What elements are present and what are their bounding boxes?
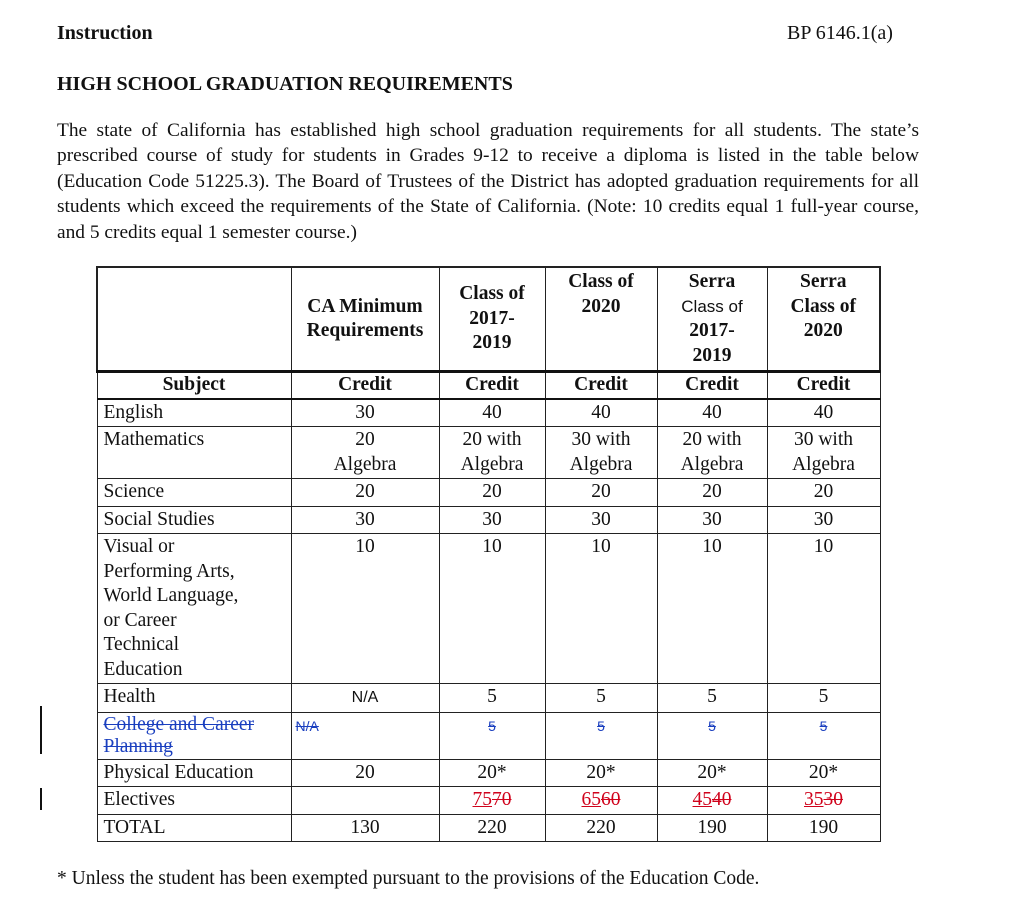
credit-cell: 30 (767, 506, 880, 534)
header-text: 2019 (692, 344, 732, 366)
header-ca-minimum (291, 267, 439, 372)
header-text: Serra (799, 271, 847, 292)
credit-cell (291, 712, 439, 759)
credit-cell: 10 (767, 534, 880, 684)
page-title: HIGH SCHOOL GRADUATION REQUIREMENTS (57, 73, 513, 95)
header-serra-2017-2019 (657, 267, 767, 372)
header-text: Class of (681, 296, 743, 316)
footnote: * Unless the student has been exempted pursuant to the provisions of the Education Code. (57, 868, 760, 889)
credit-cell (439, 712, 545, 759)
credit-cell (439, 427, 545, 479)
intro-text: The state of California has established high school graduation requirements for all students. The state’s prescribed course of study for students in Grades 9-12 to receive a diploma is listed in the table below (Education Code 51225.3). The Board of Trustees of the District has adopted graduation requirements for all students which exceed the requirements of the State of California. (Note: 10 credits equal 1 full-year course, and 5 credits equal 1 semester course.) (57, 120, 919, 243)
credit-cell (439, 787, 545, 815)
subject-cell (97, 534, 291, 684)
table-row-arts-language-cte (97, 534, 880, 684)
credit-cell-empty (291, 787, 439, 815)
subject-cell: Physical Education (97, 759, 291, 787)
deleted-subject-line: Planning (103, 735, 173, 757)
table-row-science (97, 479, 880, 507)
subject-line: or Career (103, 609, 177, 631)
credit-cell (291, 427, 439, 479)
subheader-credit: Credit (545, 372, 657, 399)
credit-cell (767, 787, 880, 815)
subject-cell: Science (97, 479, 291, 507)
credit-line: 30 with (793, 429, 854, 450)
deleted-value: 60 (601, 789, 621, 810)
credit-cell: 10 (657, 534, 767, 684)
intro-paragraph (57, 118, 919, 245)
credit-cell (657, 427, 767, 479)
credit-line: Algebra (333, 453, 397, 475)
credit-line: 20 (355, 429, 375, 450)
credit-cell: 40 (657, 399, 767, 427)
credit-cell: 220 (439, 814, 545, 842)
credit-cell: 30 (291, 399, 439, 427)
inserted-value: 45 (692, 789, 712, 810)
credit-cell: 30 (291, 506, 439, 534)
subheader-subject: Subject (97, 372, 291, 399)
credit-cell: 190 (767, 814, 880, 842)
credit-cell (545, 787, 657, 815)
deleted-value: 5 (597, 717, 605, 734)
table-row-social-studies (97, 506, 880, 534)
credit-cell: 20 (291, 479, 439, 507)
credit-line: 20 with (462, 429, 522, 450)
credit-cell: 20 (439, 479, 545, 507)
subject-line: Education (103, 658, 183, 680)
header-class-2020 (545, 267, 657, 372)
header-text: Requirements (306, 320, 424, 341)
credit-cell (657, 787, 767, 815)
credit-line: Algebra (680, 453, 744, 475)
table-header-row (97, 267, 880, 372)
header-blank-cell (97, 267, 291, 372)
na-value: N/A (351, 689, 379, 706)
credit-cell: 10 (291, 534, 439, 684)
header-text: 2017- (469, 307, 515, 329)
table-subheader-row (97, 372, 880, 399)
header-text: Class of (790, 295, 857, 317)
credit-cell: 20* (545, 759, 657, 787)
credit-cell: 10 (545, 534, 657, 684)
credit-cell (545, 712, 657, 759)
credit-cell (291, 684, 439, 713)
credit-cell: 20 (767, 479, 880, 507)
credit-line: Algebra (792, 453, 855, 475)
deleted-subject-line: College and Career (103, 713, 255, 735)
credit-cell: 220 (545, 814, 657, 842)
credit-cell: 20* (439, 759, 545, 787)
header-class-2017-2019 (439, 267, 545, 372)
credit-line: Algebra (569, 453, 633, 475)
credit-cell: 30 (439, 506, 545, 534)
credit-line: 30 with (571, 429, 631, 450)
deleted-value: 40 (712, 789, 732, 810)
table-row-college-career-deleted (97, 712, 880, 759)
graduation-requirements-table (96, 266, 881, 842)
deleted-value: 70 (492, 789, 512, 810)
credit-cell: 40 (545, 399, 657, 427)
change-bar-college (40, 706, 42, 754)
deleted-value: 5 (708, 717, 716, 734)
table-row-electives (97, 787, 880, 815)
credit-cell: 20 (291, 759, 439, 787)
credit-line: Algebra (460, 453, 524, 475)
credit-cell: 40 (767, 399, 880, 427)
header-text: 2017- (689, 320, 735, 341)
subheader-credit: Credit (439, 372, 545, 399)
header-text: 2020 (803, 320, 843, 341)
credit-cell: 130 (291, 814, 439, 842)
deleted-value: N/A (295, 717, 319, 734)
credit-cell: 20* (767, 759, 880, 787)
credit-cell: 20* (657, 759, 767, 787)
credit-cell: 190 (657, 814, 767, 842)
table-row-english (97, 399, 880, 427)
subject-cell: Electives (97, 787, 291, 815)
credit-cell: 5 (439, 684, 545, 713)
inserted-value: 65 (581, 789, 601, 810)
subject-cell: English (97, 399, 291, 427)
subheader-credit: Credit (767, 372, 880, 399)
credit-cell (545, 427, 657, 479)
header-text: Class of (568, 271, 634, 292)
subject-cell: Health (97, 684, 291, 713)
credit-cell: 30 (545, 506, 657, 534)
subheader-credit: Credit (657, 372, 767, 399)
table-row-total (97, 814, 880, 842)
header-text: CA Minimum (307, 295, 423, 317)
credit-cell: 5 (545, 684, 657, 713)
inserted-value: 75 (472, 789, 492, 810)
credit-cell (767, 712, 880, 759)
header-text: 2019 (472, 332, 512, 354)
credit-cell: 5 (767, 684, 880, 713)
subject-cell: Social Studies (97, 506, 291, 534)
subheader-credit: Credit (291, 372, 439, 399)
credit-cell: 20 (545, 479, 657, 507)
deleted-value: 5 (488, 717, 496, 734)
credit-cell: 20 (657, 479, 767, 507)
credit-cell (767, 427, 880, 479)
credit-cell: 5 (657, 684, 767, 713)
subject-cell: TOTAL (97, 814, 291, 842)
inserted-value: 35 (804, 789, 824, 810)
header-serra-2020 (767, 267, 880, 372)
deleted-value: 30 (823, 789, 843, 810)
credit-line: 20 with (682, 429, 742, 450)
credit-cell: 10 (439, 534, 545, 684)
subject-cell (97, 712, 291, 759)
credit-cell (657, 712, 767, 759)
credit-cell: 30 (657, 506, 767, 534)
policy-number: BP 6146.1(a) (787, 22, 893, 44)
header-text: Class of (459, 283, 525, 305)
table-row-mathematics (97, 427, 880, 479)
deleted-value: 5 (819, 717, 828, 734)
subject-line: Visual or (103, 536, 175, 557)
subject-cell: Mathematics (97, 427, 291, 479)
table-row-physical-education (97, 759, 880, 787)
subject-line: Technical (103, 634, 180, 655)
credit-cell: 40 (439, 399, 545, 427)
subject-line: World Language, (103, 585, 239, 606)
header-text: 2020 (581, 295, 621, 317)
header-text: Serra (688, 271, 736, 292)
change-bar-electives (40, 788, 42, 810)
subject-line: Performing Arts, (103, 560, 235, 582)
table-row-health (97, 684, 880, 713)
document-section-label: Instruction (57, 22, 153, 44)
